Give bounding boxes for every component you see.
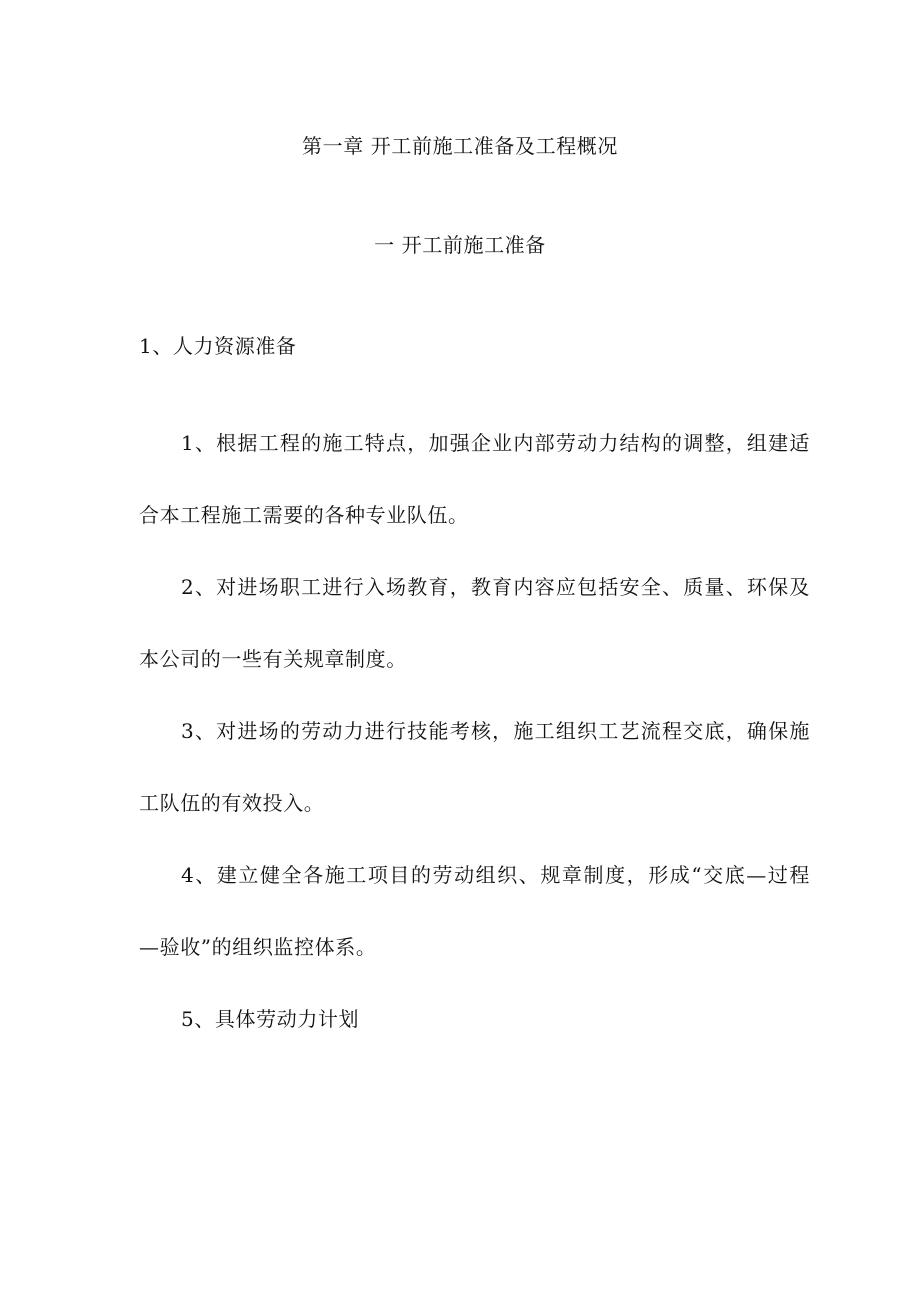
item-3-line-2: 工队伍的有效投入。 (139, 791, 325, 815)
section-title: 一 开工前施工准备 (374, 233, 546, 257)
item-1-line-2: 合本工程施工需要的各种专业队伍。 (139, 503, 469, 527)
item-3-line-1: 3、对进场的劳动力进行技能考核，施工组织工艺流程交底，确保施 (181, 719, 810, 743)
item-2-line-2: 本公司的一些有关规章制度。 (139, 647, 407, 671)
subsection-title: 1、人力资源准备 (139, 334, 297, 358)
item-1-line-1: 1、根据工程的施工特点，加强企业内部劳动力结构的调整，组建适 (181, 431, 810, 455)
item-5-line-1: 5、具体劳动力计划 (181, 1007, 360, 1031)
item-4-line-2: —验收”的组织监控体系。 (139, 935, 377, 959)
item-4-line-1: 4、建立健全各施工项目的劳动组织、规章制度，形成“交底—过程 (181, 863, 810, 887)
chapter-title: 第一章 开工前施工准备及工程概况 (302, 134, 618, 158)
item-2-line-1: 2、对进场职工进行入场教育，教育内容应包括安全、质量、环保及 (181, 575, 810, 599)
